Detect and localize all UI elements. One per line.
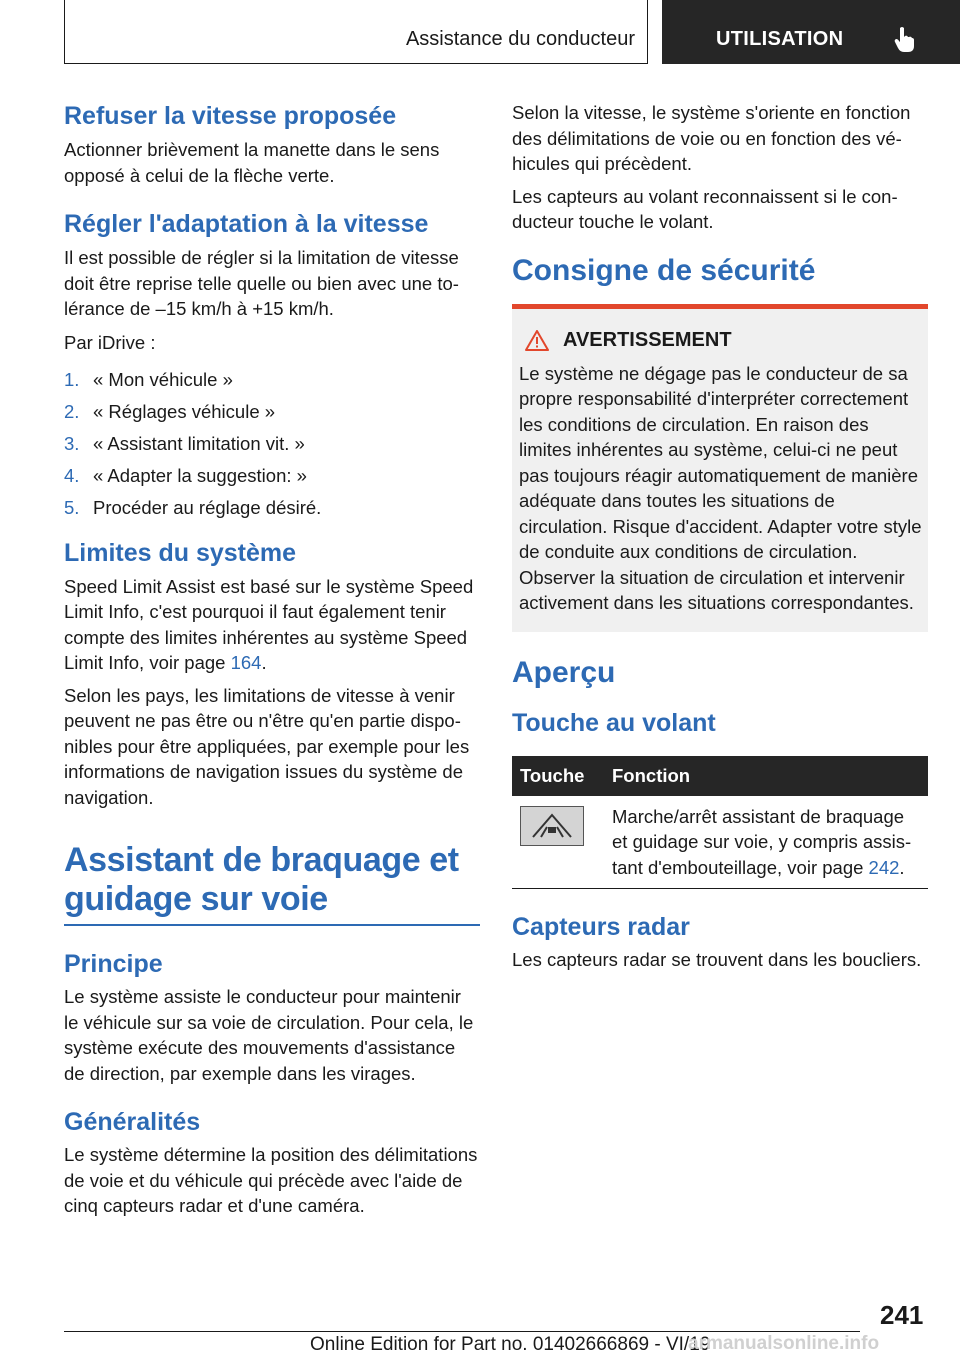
heading-lane-assist: Assistant de braquage et guidage sur voie bbox=[64, 841, 459, 918]
list-item: 1. « Mon véhicule » bbox=[64, 369, 233, 390]
heading-system-limits: Limites du système bbox=[64, 538, 297, 567]
warning-triangle-icon bbox=[525, 330, 549, 351]
text-orientation: Selon la vitesse, le système s'oriente en fonction des délimitations de voie ou en fonction des véhicules qui précèdent. bbox=[512, 102, 911, 174]
right-column bbox=[512, 100, 928, 973]
list-item: 3. « Assistant limitation vit. » bbox=[64, 433, 305, 454]
text-system-limits: Speed Limit Assist est basé sur le système Speed Limit Info, c'est pourquoi il faut également tenir compte des limites inhérentes au système Speed Limit Info, voir page 164. bbox=[64, 575, 474, 673]
table-cell-function: Marche/arrêt assistant de braquage et guidage sur voie, y compris assistant d'embouteillage, voir page 242. bbox=[604, 796, 928, 889]
header-section-title: Assistance du conducteur bbox=[405, 28, 635, 50]
text-country-limits: Selon les pays, les limitations de vitesse à venir peuvent ne pas être ou n'être qu'en partie disponibles pour être appliquées, par exemple pour les informations de navigation issues du système de navigation. bbox=[64, 684, 470, 808]
warning-box bbox=[512, 304, 928, 632]
footer-watermark: armanualsonline.info bbox=[688, 1333, 880, 1354]
page-ref-link[interactable]: 242 bbox=[868, 856, 900, 878]
header-section-box bbox=[64, 0, 648, 64]
list-item: 4. « Adapter la suggestion: » bbox=[64, 465, 307, 486]
warning-label: AVERTISSEMENT bbox=[563, 328, 732, 351]
heading-divider bbox=[64, 924, 480, 926]
heading-radar: Capteurs radar bbox=[512, 913, 690, 941]
table-header-button: Touche bbox=[512, 756, 604, 796]
heading-general: Généralités bbox=[64, 1108, 201, 1136]
header-chapter-title: UTILISATION bbox=[716, 28, 844, 50]
left-column bbox=[64, 100, 480, 1219]
table-header-function: Fonction bbox=[604, 756, 928, 796]
text-wheel-sensors: Les capteurs au volant reconnaissent si le conducteur touche le volant. bbox=[512, 185, 898, 232]
text-general: Le système détermine la position des délimitations de voie et du véhicule qui précède avec l'aide de cinq capteurs radar et d'une caméra. bbox=[64, 1144, 478, 1216]
heading-refuse-speed: Refuser la vitesse proposée bbox=[64, 102, 397, 130]
text-radar: Les capteurs radar se trouvent dans les boucliers. bbox=[512, 949, 922, 970]
list-item: 2. « Réglages véhicule » bbox=[64, 401, 276, 422]
table-row bbox=[512, 796, 928, 889]
text-principle: Le système assiste le conducteur pour maintenir le véhicule sur sa voie de circulation. Pour cela, le système exécute des mouvements d'assistance de direction, par exemple dans les virages. bbox=[64, 986, 474, 1084]
heading-wheel-button: Touche au volant bbox=[512, 708, 716, 737]
page-ref-link[interactable]: 164 bbox=[230, 652, 262, 673]
list-item: 5. Procéder au réglage désiré. bbox=[64, 497, 322, 518]
warning-header bbox=[519, 329, 922, 352]
text-idrive: Par iDrive : bbox=[64, 331, 156, 353]
lane-assist-button-icon bbox=[520, 806, 584, 846]
heading-safety: Consigne de sécurité bbox=[512, 253, 816, 287]
header-chapter-tab bbox=[662, 0, 960, 64]
heading-overview: Aperçu bbox=[512, 655, 616, 689]
warning-text: Le système ne dégage pas le conducteur de sa propre responsabilité d'interpréter correctement les conditions de circulation. En raison des limites inhérentes au système, celui-ci ne peut pas toujours réagir automatiquement de manière adéquate dans toutes les situations de circulation. Risque d'accident. Adapter votre style de conduite aux conditions de circulation. Observer la situation de circulation et intervenir activement dans les situations correspondantes. bbox=[519, 362, 922, 613]
heading-principle: Principe bbox=[64, 950, 163, 978]
heading-adjust-speed: Régler l'adaptation à la vitesse bbox=[64, 210, 429, 238]
button-table bbox=[512, 756, 928, 890]
page-number: 241 bbox=[880, 1300, 924, 1330]
hand-pointer-icon bbox=[894, 26, 916, 52]
steps-list bbox=[64, 367, 480, 521]
text-refuse-speed: Actionner brièvement la manette dans le sens opposé à celui de la flèche verte. bbox=[64, 139, 440, 186]
footer-divider bbox=[64, 1331, 860, 1332]
text-adjust-speed: Il est possible de régler si la limitation de vitesse doit être reprise telle quelle ou bien avec une tolérance de –15 km/h à +15 km/h. bbox=[64, 247, 459, 319]
table-cell-icon bbox=[512, 796, 604, 889]
footer-edition: Online Edition for Part no. 01402666869 - VI/19 bbox=[310, 1334, 711, 1355]
